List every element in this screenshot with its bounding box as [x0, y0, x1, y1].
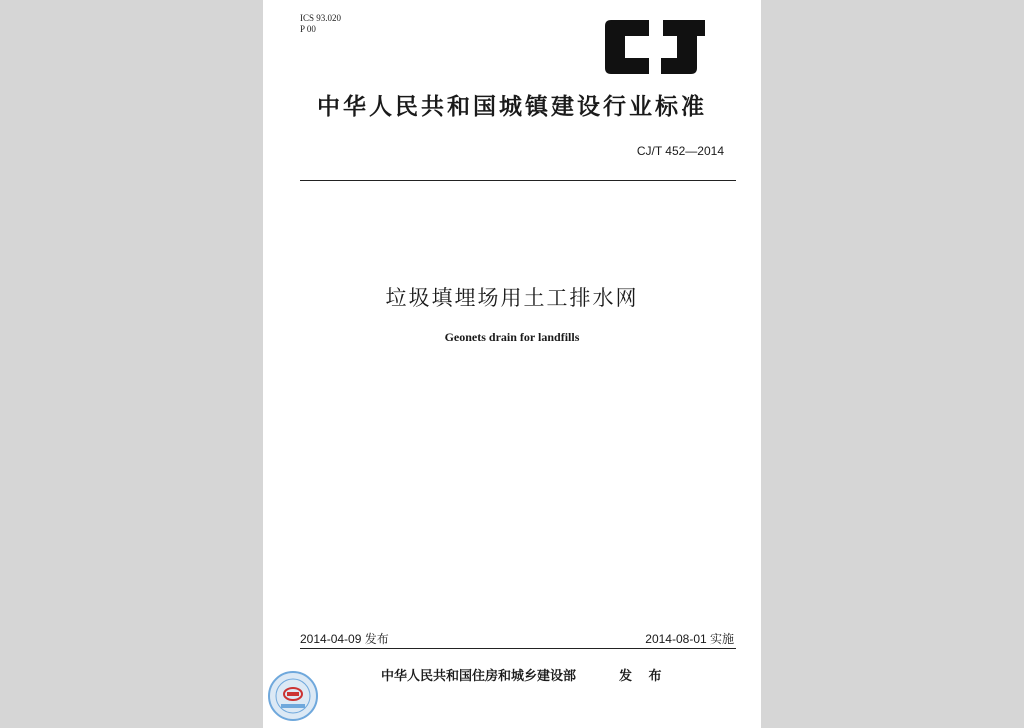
ics-code: ICS 93.020: [300, 13, 342, 23]
document-title-chinese: 垃圾填埋场用土工排水网: [385, 286, 639, 310]
document-title-english: Geonets drain for landfills: [444, 330, 580, 344]
issue-date: 2014-04-09 发布: [300, 632, 389, 646]
standard-category-title: 中华人民共和国城镇建设行业标准: [317, 94, 707, 120]
classification-block: [300, 13, 341, 35]
header-divider: [300, 180, 736, 181]
standard-number: CJ/T 452—2014: [636, 144, 724, 158]
cj-logo: [601, 18, 709, 76]
document-page: [263, 0, 761, 728]
classification-code: P 00: [300, 24, 316, 34]
implementation-date: 2014-08-01 实施: [645, 632, 734, 646]
publisher-seal: [267, 670, 319, 722]
issuing-authority: 中华人民共和国住房和城乡建设部: [381, 669, 577, 684]
footer-divider: [300, 648, 736, 649]
issue-verb: 发 布: [619, 669, 668, 684]
